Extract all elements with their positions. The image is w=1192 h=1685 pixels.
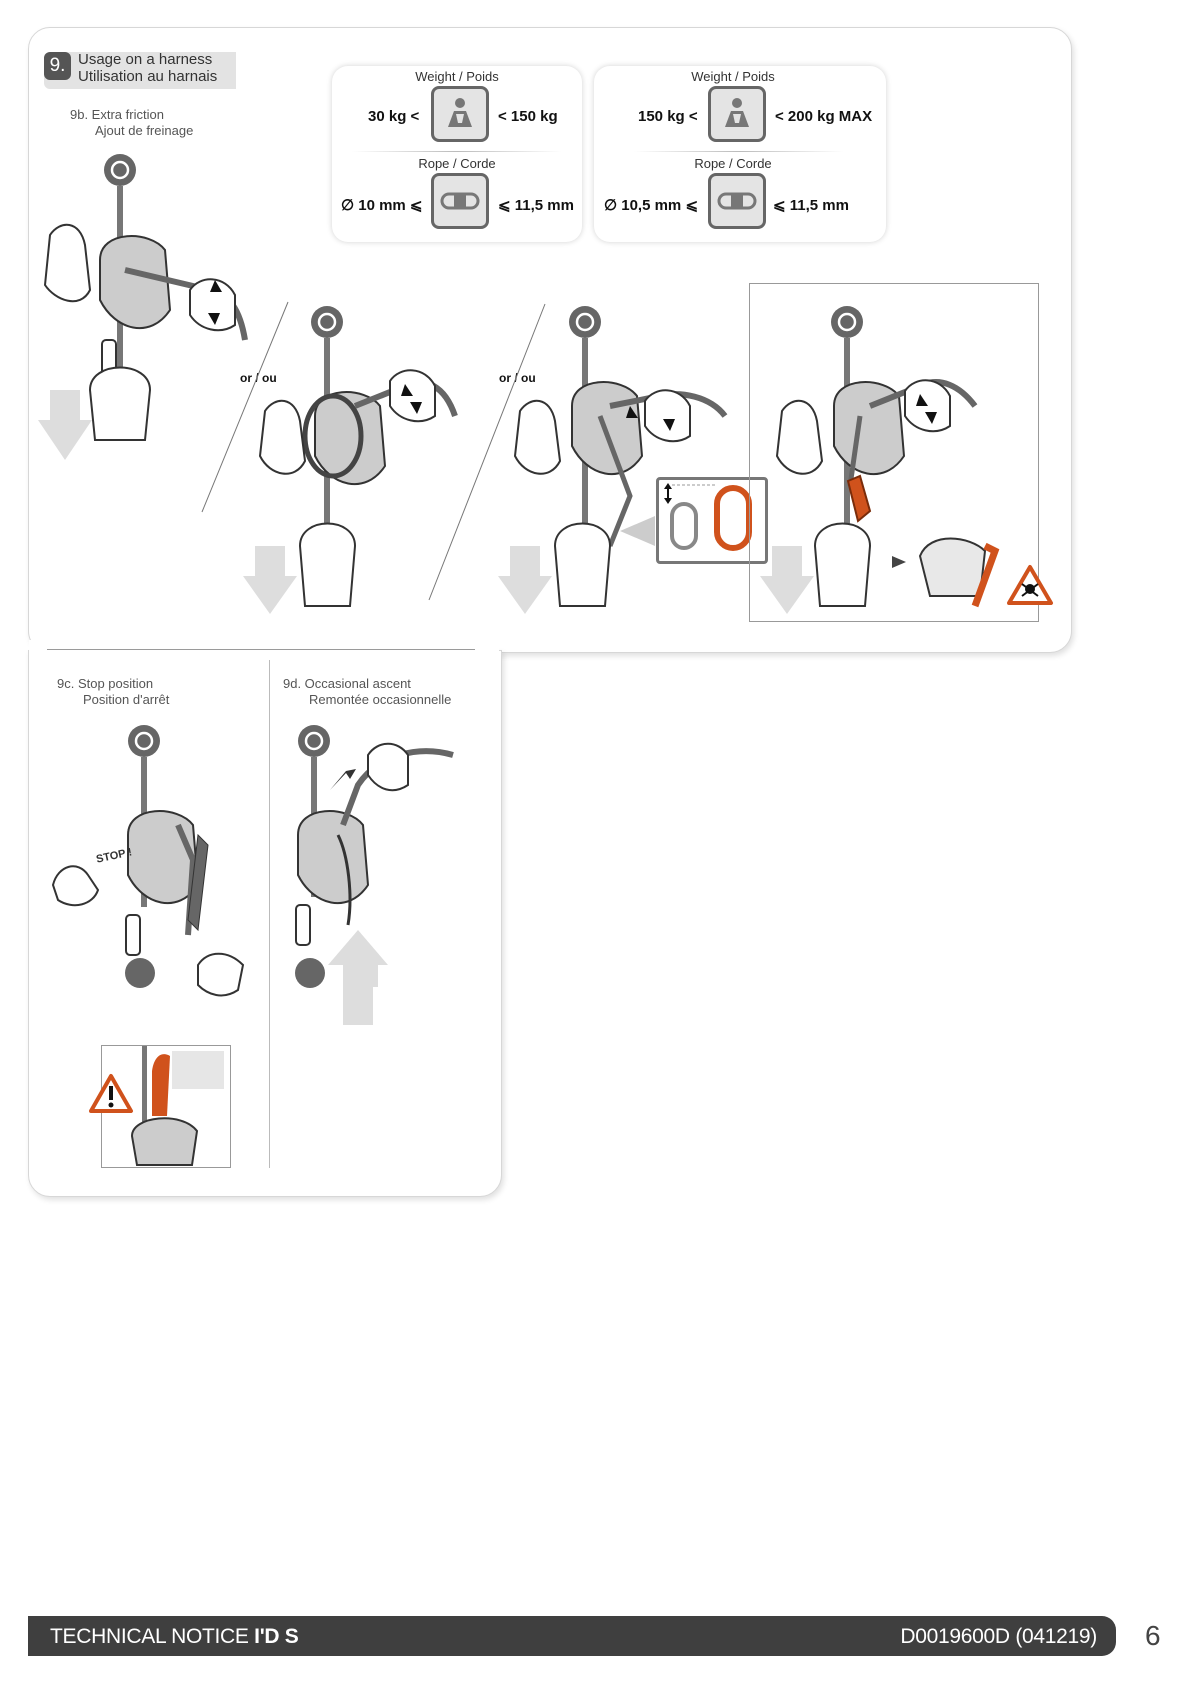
rope-coil-icon	[431, 173, 489, 229]
footer-notice: TECHNICAL NOTICE	[50, 1625, 249, 1648]
anchor-icon	[831, 306, 863, 338]
caption-9d-fr: Remontée occasionnelle	[309, 692, 452, 707]
caption-9c-en: 9c. Stop position	[57, 676, 154, 691]
rope-label: Rope / Corde	[694, 156, 772, 171]
section-title	[78, 51, 217, 85]
weight-label: Weight / Poids	[415, 69, 499, 84]
spec-separator	[352, 151, 562, 152]
anchor-icon	[311, 306, 343, 338]
or-label-1: or / ou	[240, 371, 277, 385]
rope-label: Rope / Corde	[418, 156, 496, 171]
caption-9d-en: 9d. Occasional ascent	[283, 676, 411, 691]
weight-min: 30 kg <	[368, 108, 420, 125]
stop-label: STOP !	[95, 846, 134, 866]
caption-9b	[70, 107, 193, 139]
footer-reference: D0019600D (041219)	[900, 1625, 1097, 1648]
caption-9d	[283, 676, 451, 708]
anchor-icon	[128, 725, 160, 757]
panel-join-mask	[29, 640, 499, 660]
rope-max: ⩽ 11,5 mm	[773, 197, 849, 214]
weight-max: < 200 kg MAX	[775, 108, 873, 125]
anchor-icon	[298, 725, 330, 757]
weight-person-icon	[708, 86, 766, 142]
section-title-en: Usage on a harness	[78, 51, 213, 68]
caption-9c-fr: Position d'arrêt	[83, 692, 170, 707]
footer-title	[50, 1625, 299, 1649]
spec-card-2	[594, 66, 886, 242]
anchor-icon	[104, 154, 136, 186]
footer-product: I'D S	[254, 1625, 299, 1648]
rope-max: ⩽ 11,5 mm	[498, 197, 574, 214]
spec-separator	[634, 151, 844, 152]
spec-card-1	[332, 66, 582, 242]
anchor-icon	[569, 306, 601, 338]
weight-max: < 150 kg	[498, 108, 558, 125]
divider-9c-top	[47, 649, 475, 650]
warning-triangle-icon	[88, 1073, 134, 1115]
caption-9b-en: 9b. Extra friction	[70, 107, 164, 122]
illustration-9d	[288, 725, 468, 1035]
weight-person-icon	[431, 86, 489, 142]
caption-9c	[57, 676, 169, 708]
page-number: 6	[1145, 1620, 1161, 1651]
or-label-2: or / ou	[499, 371, 536, 385]
caption-9b-fr: Ajout de freinage	[95, 123, 194, 138]
illustration-9b-3	[510, 306, 760, 616]
illustration-9c	[48, 725, 268, 1025]
section-title-fr: Utilisation au harnais	[78, 68, 218, 85]
rope-coil-icon	[708, 173, 766, 229]
rope-min: ∅ 10,5 mm ⩽	[604, 197, 699, 214]
divider-9c-9d	[269, 660, 270, 1168]
weight-label: Weight / Poids	[691, 69, 775, 84]
weight-min: 150 kg <	[638, 108, 698, 125]
rope-min: ∅ 10 mm ⩽	[341, 197, 423, 214]
skull-warning-icon	[1006, 564, 1054, 606]
section-number: 9.	[44, 52, 71, 80]
carabiner-comparison	[660, 480, 760, 556]
